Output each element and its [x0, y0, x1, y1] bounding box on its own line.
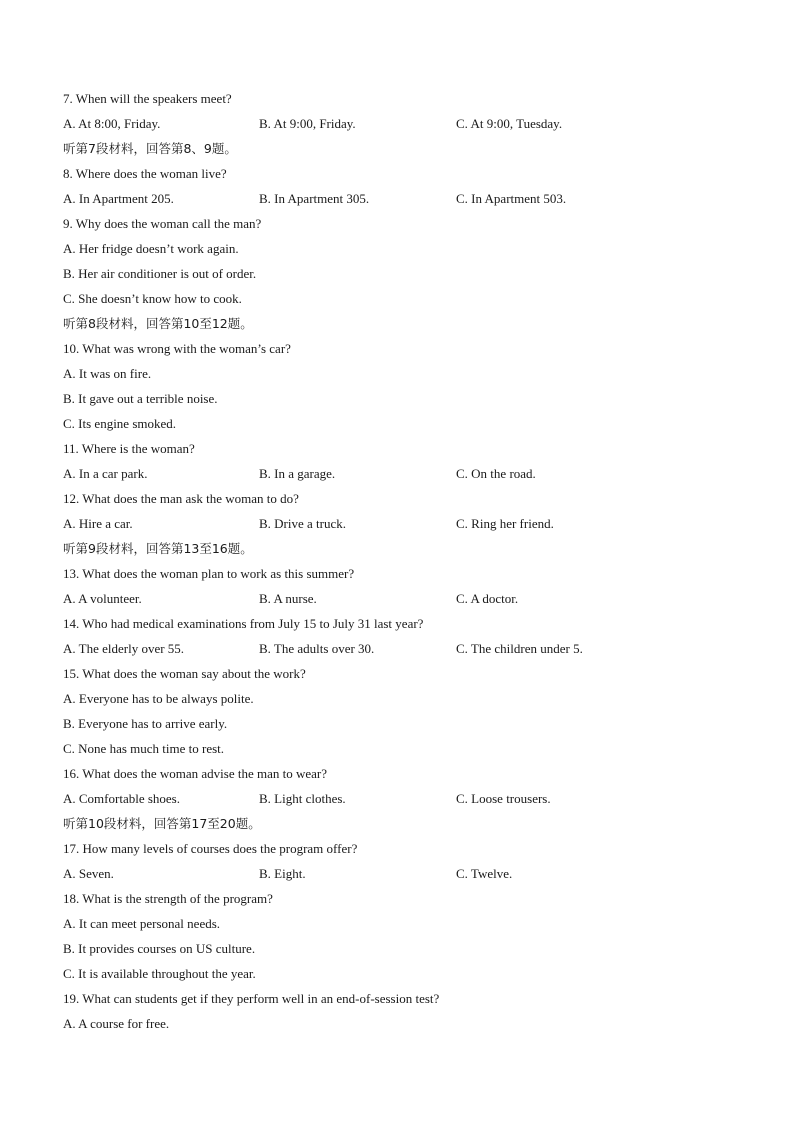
answer-option-a: A. In a car park.: [63, 466, 148, 481]
question-line: A. It was on fire.: [63, 366, 152, 381]
answer-options-row: [63, 639, 743, 664]
section-instruction: 听第7段材料，回答第8、9题。: [63, 141, 237, 156]
question-line: A. It can meet personal needs.: [63, 916, 221, 931]
answer-option-a: A. At 8:00, Friday.: [63, 116, 161, 131]
answer-option-c: C. At 9:00, Tuesday.: [456, 116, 563, 131]
question-line: B. Her air conditioner is out of order.: [63, 266, 257, 281]
answer-option-a: A. In Apartment 205.: [63, 191, 174, 206]
answer-option-b: B. Light clothes.: [259, 791, 346, 806]
answer-options-row: [63, 864, 743, 889]
answer-option-a: A. The elderly over 55.: [63, 641, 185, 656]
answer-option-c: C. Loose trousers.: [456, 791, 551, 806]
section-instruction: 听第8段材料，回答第10至12题。: [63, 316, 253, 331]
answer-option-a: A. Hire a car.: [63, 516, 133, 531]
section-instruction: 听第9段材料，回答第13至16题。: [63, 541, 253, 556]
question-line: 7. When will the speakers meet?: [63, 91, 232, 106]
answer-option-c: C. A doctor.: [456, 591, 519, 606]
question-line: A. A course for free.: [63, 1016, 170, 1031]
answer-option-a: A. A volunteer.: [63, 591, 142, 606]
answer-option-b: B. In a garage.: [259, 466, 336, 481]
answer-options-row: [63, 789, 743, 814]
question-line: C. None has much time to rest.: [63, 741, 225, 756]
question-line: A. Her fridge doesn’t work again.: [63, 241, 239, 256]
answer-options-row: [63, 589, 743, 614]
answer-option-c: C. In Apartment 503.: [456, 191, 567, 206]
question-line: C. Its engine smoked.: [63, 416, 177, 431]
answer-option-b: B. At 9:00, Friday.: [259, 116, 356, 131]
answer-options-row: [63, 114, 743, 139]
answer-options-row: [63, 189, 743, 214]
question-line: 10. What was wrong with the woman’s car?: [63, 341, 291, 356]
answer-option-b: B. Drive a truck.: [259, 516, 347, 531]
question-line: 8. Where does the woman live?: [63, 166, 227, 181]
question-line: 9. Why does the woman call the man?: [63, 216, 262, 231]
question-line: C. She doesn’t know how to cook.: [63, 291, 242, 306]
answer-options-row: [63, 464, 743, 489]
answer-option-c: C. Ring her friend.: [456, 516, 554, 531]
question-line: B. It provides courses on US culture.: [63, 941, 256, 956]
answer-option-a: A. Seven.: [63, 866, 114, 881]
answer-option-b: B. Eight.: [259, 866, 306, 881]
question-line: A. Everyone has to be always polite.: [63, 691, 254, 706]
question-line: 15. What does the woman say about the work?: [63, 666, 306, 681]
answer-option-c: C. Twelve.: [456, 866, 513, 881]
question-line: 19. What can students get if they perform well in an end-of-session test?: [63, 991, 440, 1006]
answer-option-c: C. The children under 5.: [456, 641, 583, 656]
question-line: 16. What does the woman advise the man to wear?: [63, 766, 328, 781]
question-line: 12. What does the man ask the woman to do?: [63, 491, 299, 506]
answer-options-row: [63, 514, 743, 539]
question-line: 17. How many levels of courses does the program offer?: [63, 841, 358, 856]
answer-option-b: B. In Apartment 305.: [259, 191, 370, 206]
question-line: C. It is available throughout the year.: [63, 966, 256, 981]
answer-option-b: B. A nurse.: [259, 591, 317, 606]
question-line: 18. What is the strength of the program?: [63, 891, 273, 906]
answer-option-c: C. On the road.: [456, 466, 536, 481]
question-line: 14. Who had medical examinations from July 15 to July 31 last year?: [63, 616, 424, 631]
question-line: B. It gave out a terrible noise.: [63, 391, 218, 406]
question-line: B. Everyone has to arrive early.: [63, 716, 228, 731]
question-line: 13. What does the woman plan to work as this summer?: [63, 566, 355, 581]
question-line: 11. Where is the woman?: [63, 441, 195, 456]
exam-page: [63, 89, 743, 1039]
section-instruction: 听第10段材料，回答第17至20题。: [63, 816, 261, 831]
answer-option-a: A. Comfortable shoes.: [63, 791, 180, 806]
answer-option-b: B. The adults over 30.: [259, 641, 375, 656]
